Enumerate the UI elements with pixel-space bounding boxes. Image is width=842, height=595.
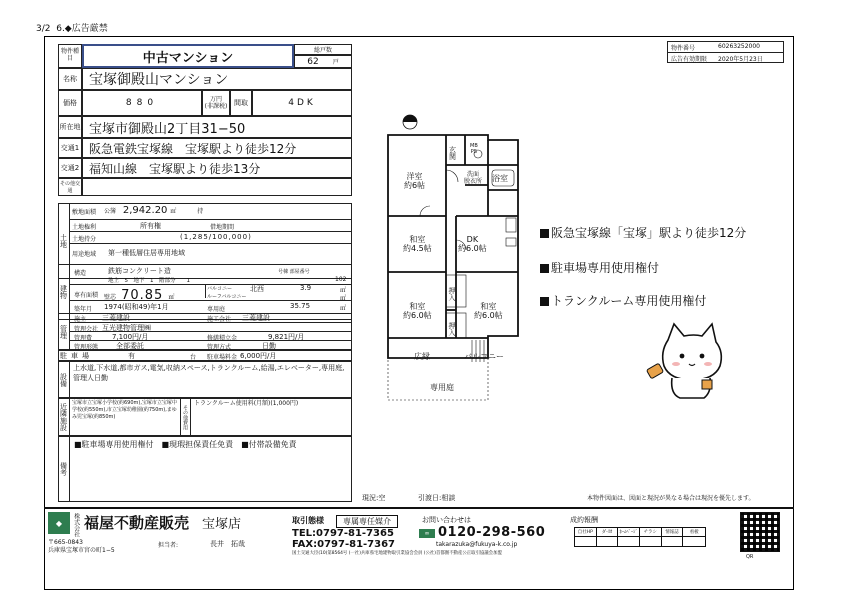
status-row: [362, 493, 385, 503]
building-area-label: 専有面積: [74, 292, 99, 299]
handover-label: 引渡日:: [418, 494, 442, 502]
free-dial: 0120-298-560: [438, 525, 546, 540]
ref-box: [667, 41, 784, 63]
price-note: (非課税): [204, 103, 228, 110]
building-group-label: 建物: [58, 264, 70, 320]
land-area-label: 敷地面積: [72, 209, 97, 216]
balcony-unit: ㎡: [340, 287, 347, 294]
floors-value: 地上 5 地下 1 階部分 1: [108, 278, 190, 284]
branch-name: 宝塚店: [202, 517, 242, 532]
room-japanese1: 和室 約4.5帖: [403, 235, 432, 254]
feature-item: 阪急宝塚線「宝塚」駅より徒歩12分: [540, 224, 746, 241]
commission-header: チラシ: [640, 528, 662, 537]
name-label: 名称: [58, 68, 82, 90]
commission-header: 情報誌: [662, 528, 684, 537]
bullet-square-icon: [540, 264, 549, 273]
parking-fee-label: 駐車場料金: [207, 354, 238, 361]
zoning-label: 用途地域: [72, 251, 97, 258]
zoning-value: 第一種低層住居専用地域: [108, 249, 185, 257]
room-bath: 浴室: [492, 174, 508, 183]
exclusive-label: 専用庭: [207, 306, 226, 313]
commission-header: 看板: [683, 528, 705, 537]
section-title: 6.◆広告厳禁: [56, 24, 108, 34]
units-unit: 戸: [332, 59, 339, 66]
fee-value: 7,100円/月: [112, 333, 149, 341]
room-no-label: 号棟 部屋番号: [278, 269, 310, 275]
bullet-square-icon: [540, 297, 549, 306]
price-value: 880: [82, 90, 202, 116]
room-garden: 専用庭: [430, 383, 454, 392]
mode-label: 管理方式: [207, 344, 232, 351]
land-right-label: 土地権利: [72, 224, 97, 231]
company-name: 福屋不動産販売: [84, 514, 190, 532]
room-entrance: 玄 関: [449, 146, 456, 162]
traffic-other-value: [82, 178, 352, 196]
commission-table: [574, 527, 706, 547]
balcony-value: 3.9: [300, 284, 312, 292]
remarks-value: ■駐車場専用使用権付 ■現瑕担保責任免責 ■付帯設備免責: [74, 440, 297, 449]
facilities-label: 設備: [58, 361, 70, 398]
land-area-row: [104, 205, 203, 216]
exclusive-unit: ㎡: [340, 305, 347, 312]
handover-value: 相談: [441, 494, 456, 502]
room-western: 洋室 約6帖: [404, 172, 426, 191]
email: takarazuka@fukuya-k.co.jp: [436, 541, 518, 548]
repair-label: 修繕積立金: [207, 335, 238, 342]
trade-mode-label: 取引態様: [292, 516, 324, 525]
repair-value: 9,821円/月: [268, 333, 305, 341]
builder-label: 施工会社: [207, 316, 232, 323]
page-label: [36, 21, 108, 34]
room-dk: DK 約6.0帖: [458, 235, 487, 254]
structure-label: 構造: [74, 270, 87, 277]
roof-label: ルーフバルコニー: [207, 294, 247, 300]
commission-header: ﾎｰﾑﾍﾟｰｼﾞ: [618, 528, 640, 537]
building-area-prefix: 壁芯: [104, 294, 117, 301]
layout-label: 間取: [230, 90, 252, 116]
trade-mode-value: 専属専任媒介: [336, 515, 398, 528]
room-japanese3: 和室 約6.0帖: [474, 302, 503, 321]
costs-value: トランクルーム使用料(月額)(1,000円): [194, 400, 299, 407]
company-address: 兵庫県宝塚市宮の町1−5: [48, 547, 115, 554]
land-area-unit: ㎡: [170, 208, 177, 215]
expiry-label: 広告有効期限: [671, 56, 708, 63]
license-text: 国土交通大臣(10)第8564号 (一社)兵庫県宅地建物取引業協会会員 (公社)首都圏不動産公正取引協議会加盟: [292, 551, 502, 556]
parking-row: [58, 350, 352, 361]
mode-value: 日勤: [262, 342, 276, 350]
room-japanese2: 和室 約6.0帖: [403, 302, 432, 321]
nearby-label: 近隣施設: [58, 398, 70, 436]
roof-unit: ㎡: [340, 295, 347, 302]
costs-label: その他費用: [180, 398, 191, 436]
parking-unit: 台: [190, 354, 197, 361]
structure-value: 鉄筋コンクリート造: [108, 267, 171, 275]
traffic1-label: 交通1: [58, 138, 82, 158]
builder-value: 三菱建設: [242, 314, 270, 322]
exclusive-value: 35.75: [290, 302, 311, 310]
room-closet1: 押入: [448, 287, 457, 301]
parking-label: 駐車場: [60, 352, 93, 360]
traffic1-value: 阪急電鉄宝塚線 宝塚駅より徒歩12分: [82, 138, 352, 158]
bullet-square-icon: [540, 229, 549, 238]
ref-value: 60263252000: [718, 43, 760, 50]
address-value: 宝塚市御殿山2丁目31−50: [82, 116, 352, 138]
room-washroom: 洗面 脱衣所: [464, 171, 483, 185]
traffic2-value: 福知山線 宝塚駅より徒歩13分: [82, 158, 352, 178]
staff-label: 担当者:: [158, 542, 179, 549]
inquiry-label: お問い合わせは: [422, 516, 471, 524]
commission-label: 成約報酬: [570, 516, 598, 524]
staff-row: [158, 540, 178, 549]
status-value: 空: [378, 494, 386, 502]
land-area-note: 持: [197, 208, 204, 215]
land-group-label: 土地: [58, 203, 70, 279]
building-area-unit: ㎡: [168, 294, 175, 301]
property-name: 宝塚御殿山マンション: [82, 68, 352, 90]
units-label: 総戸数: [294, 44, 352, 55]
page-number: 3/2: [36, 24, 51, 34]
fee-label: 管理費: [74, 335, 93, 342]
land-share-label: 土地持分: [72, 236, 97, 243]
units-value: 62: [307, 56, 319, 67]
form-label: 管理形態: [74, 344, 99, 351]
type-value: 中古マンション: [82, 44, 294, 68]
land-share-value: (1,285/100,000): [180, 233, 252, 241]
cat-mascot-icon: [646, 322, 728, 402]
nearby-value: 宝塚市立宝塚小学校(約690m),宝塚市立宝塚中学校(約550m),市立宝塚幼稚園(約750m),まゆみ児宝塚(約850m): [72, 400, 177, 420]
seller-value: 三菱建設: [102, 314, 130, 322]
seller-label: 施主: [74, 316, 87, 323]
balcony-label: バルコニー: [207, 286, 233, 292]
built-value: 1974(昭和49)年1月: [104, 303, 169, 311]
plan-note: 本物件図面は、図面と現況が異なる場合は現況を優先します。: [587, 495, 755, 502]
address-label: 所在地: [58, 116, 82, 138]
parking-fee-value: 6,000円/月: [240, 352, 277, 360]
feature-item: トランクルーム専用使用権付: [540, 292, 706, 309]
company-prefix: 株式会社: [72, 513, 80, 537]
fax: FAX:0797-81-7367: [292, 539, 396, 550]
layout-value: 4DK: [252, 90, 352, 116]
mgmt-company-value: 互光建物管理㈱: [102, 324, 151, 332]
traffic-other-label: その他交通: [58, 178, 82, 196]
building-area-value: 70.85: [121, 288, 164, 303]
room-no-value: 102: [335, 276, 347, 283]
ref-label: 物件番号: [671, 45, 696, 52]
remarks-label: 備考: [58, 436, 70, 502]
staff-name: 長井 拓哉: [210, 540, 245, 548]
land-right-value: 所有権: [140, 222, 161, 230]
expiry-value: 2020年5月23日: [718, 56, 763, 63]
company-zip: 〒665-0843: [48, 539, 83, 546]
mgmt-company-label: 管理会社: [74, 326, 99, 333]
status-label: 現況:: [362, 494, 379, 502]
parking-status: 有: [128, 352, 135, 360]
room-veranda: 広縁: [414, 352, 430, 361]
north-compass: [403, 115, 417, 129]
form-value: 全部委託: [116, 342, 144, 350]
company-logo-icon: ◆: [48, 512, 70, 534]
price-label: 価格: [58, 90, 82, 116]
commission-header: 自社HP: [575, 528, 597, 537]
tel: TEL:0797-81-7365: [292, 528, 394, 539]
room-mb: MB PS: [470, 143, 478, 155]
management-group-label: 管理: [58, 313, 70, 350]
units-row: [294, 55, 352, 68]
commission-header: ダ-ｽｶ: [597, 528, 619, 537]
land-area-value: 2,942.20: [122, 205, 168, 216]
balcony-dir: 北西: [250, 285, 264, 293]
type-label: 物件種目: [58, 44, 82, 68]
traffic2-label: 交通2: [58, 158, 82, 178]
price-unit: 万円: [209, 95, 222, 103]
facilities-value: 上水道,下水道,都市ガス,電気,収納スペース,トランクルーム,給湯,エレベーター,専用庭,管理人日勤: [73, 364, 345, 383]
handover-row: [418, 493, 455, 503]
land-area-prefix: 公簿: [104, 208, 117, 215]
built-label: 築年月: [74, 306, 93, 313]
room-balcony: バルコニー: [464, 352, 504, 361]
room-closet2: 押入: [448, 322, 457, 336]
free-dial-icon: ∞: [419, 529, 435, 538]
price-unit-box: [202, 90, 230, 116]
qr-code-icon: [740, 512, 780, 552]
feature-item: 駐車場専用使用権付: [540, 259, 659, 276]
qr-label: QR: [746, 554, 754, 560]
lease-label: 借地期間: [210, 224, 235, 231]
